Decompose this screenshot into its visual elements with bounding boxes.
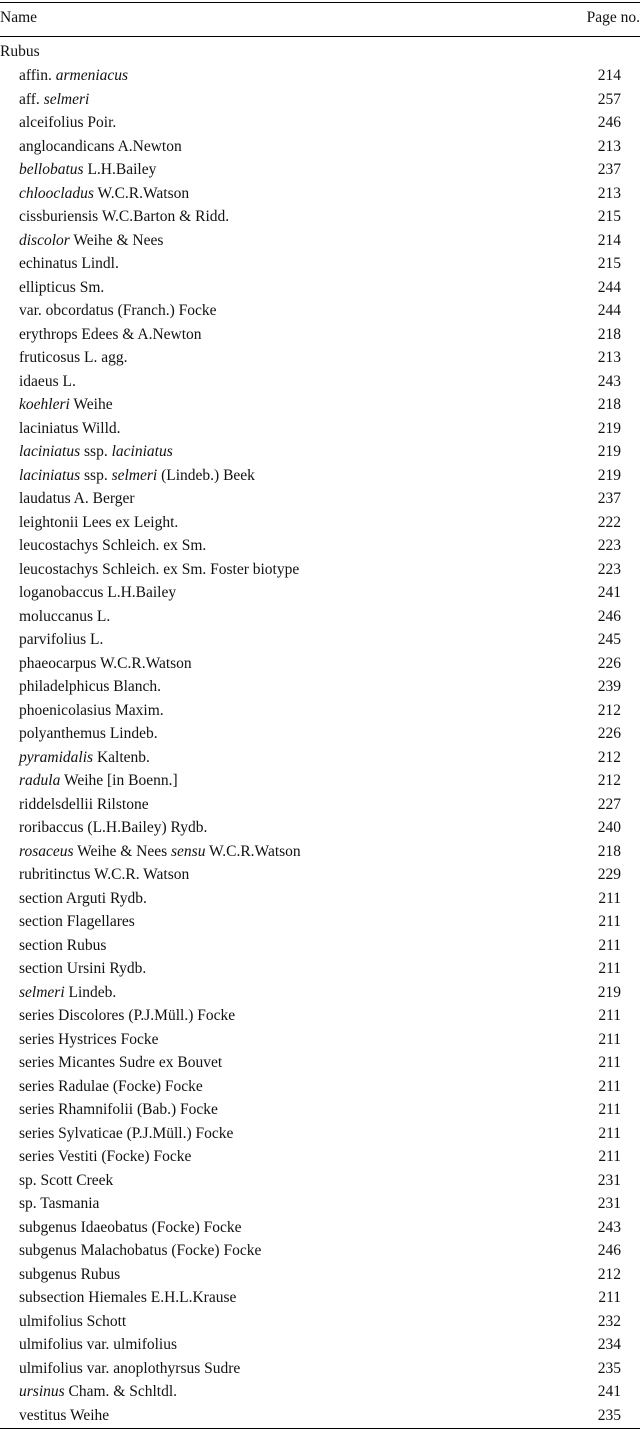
taxon-name-italic: selmeri: [111, 466, 158, 484]
table-row: [0, 276, 640, 300]
taxon-name-part: series Sylvaticae (P.J.Müll.) Focke: [19, 1124, 234, 1142]
taxon-name-part: subgenus Malachobatus (Focke) Focke: [19, 1242, 262, 1259]
page-number: 213: [597, 349, 621, 366]
taxon-name: [19, 652, 192, 676]
table-row: [0, 252, 640, 276]
page-number: 214: [597, 231, 621, 249]
column-header-page: Page no.: [586, 9, 640, 26]
taxon-name: [19, 910, 135, 934]
table-row: [0, 1286, 640, 1310]
taxon-name: [19, 581, 176, 605]
page-number: 235: [597, 1359, 621, 1377]
taxon-name-part: loganobaccus L.H.Bailey: [19, 584, 177, 601]
page-number: 211: [598, 1148, 621, 1165]
table-row: [0, 393, 640, 417]
table-body: [0, 64, 640, 1427]
taxon-name-italic: selmeri: [43, 90, 90, 108]
page-number: 226: [597, 725, 621, 742]
taxon-name-italic: chloocladus: [19, 184, 94, 202]
page-number: 239: [597, 678, 621, 695]
taxon-name-part: L.H.Bailey: [83, 161, 157, 178]
page-number: 214: [597, 67, 621, 84]
taxon-name-part: phoenicolasius Maxim.: [19, 701, 164, 719]
genus-heading: Rubus: [0, 43, 40, 60]
taxon-name-part: rubritinctus W.C.R. Watson: [19, 866, 190, 883]
taxon-name: [19, 229, 163, 253]
table-row: [0, 1051, 640, 1075]
table-row: [0, 816, 640, 840]
taxon-name-part: Weihe & Nees: [69, 231, 164, 249]
page-number: 212: [597, 701, 621, 719]
taxon-name: [19, 769, 178, 793]
taxon-name: [19, 534, 206, 558]
table-row: [0, 1216, 640, 1240]
taxon-name: [19, 1404, 109, 1428]
taxon-name: [19, 746, 150, 770]
page-number: 246: [597, 114, 621, 131]
page-number: 212: [597, 1265, 621, 1283]
taxon-name-part: sp. Scott Creek: [19, 1171, 114, 1189]
taxon-name-part: parvifolius L.: [19, 631, 104, 648]
table-row: [0, 111, 640, 135]
page-number: 244: [597, 302, 621, 319]
page-number: 243: [597, 372, 621, 390]
taxon-name-part: (Lindeb.) Beek: [157, 466, 255, 484]
taxon-name-part: ulmifolius Schott: [19, 1312, 127, 1330]
taxon-name: [19, 1122, 233, 1146]
taxon-name-part: W.C.R.Watson: [205, 842, 301, 860]
taxon-name: [19, 346, 127, 370]
taxon-name-part: erythrops Edees & A.Newton: [19, 325, 202, 343]
table-row: [0, 722, 640, 746]
taxon-name: [19, 511, 178, 535]
taxon-name: [19, 1192, 99, 1216]
table-row: [0, 628, 640, 652]
taxon-name-part: ulmifolius var. ulmifolius: [19, 1336, 178, 1353]
table-row: [0, 1098, 640, 1122]
taxon-name: [19, 1075, 203, 1099]
taxon-name-part: laudatus A. Berger: [19, 490, 135, 507]
table-row: [0, 863, 640, 887]
taxon-name-part: sp. Tasmania: [19, 1195, 100, 1212]
taxon-name: [19, 88, 89, 112]
taxon-name: [19, 1216, 242, 1240]
table-row: [0, 346, 640, 370]
taxon-name: [19, 440, 173, 464]
page-number: 211: [598, 960, 621, 977]
taxon-name: [19, 135, 182, 159]
taxon-name-part: polyanthemus Lindeb.: [19, 725, 158, 742]
taxon-name-italic: selmeri: [19, 983, 65, 1001]
table-row: [0, 581, 640, 605]
taxon-name: [19, 323, 202, 347]
page-number: 219: [597, 419, 621, 437]
taxon-name: [19, 158, 156, 182]
taxon-name: [19, 1004, 235, 1028]
taxon-name-italic: pyramidalis: [19, 748, 94, 766]
page-number: 234: [597, 1336, 621, 1353]
taxon-name-italic: sensu: [171, 842, 206, 860]
table-row: [0, 1310, 640, 1334]
top-rule: [0, 2, 640, 3]
taxon-name-part: section Arguti Rydb.: [19, 889, 147, 907]
page-number: 211: [598, 1124, 621, 1142]
page-number: 211: [598, 913, 621, 930]
taxon-name-part: leightonii Lees ex Leight.: [19, 513, 179, 531]
table-row: [0, 934, 640, 958]
taxon-name-part: anglocandicans A.Newton: [19, 137, 182, 155]
page-number: 231: [597, 1171, 621, 1189]
taxon-name-part: section Ursini Rydb.: [19, 960, 147, 977]
page-number: 212: [597, 772, 621, 789]
page-number: 229: [597, 866, 621, 883]
page-number: 213: [597, 184, 621, 202]
page-number: 211: [598, 1101, 621, 1118]
page-number: 240: [597, 819, 621, 836]
page-number: 237: [597, 490, 621, 507]
taxon-name: [19, 111, 116, 135]
taxon-name-part: ellipticus Sm.: [19, 278, 105, 296]
taxon-name-italic: laciniatus: [111, 443, 173, 460]
taxon-name: [19, 863, 189, 887]
taxon-name: [19, 417, 121, 441]
table-row: [0, 746, 640, 770]
taxon-name: [19, 1357, 240, 1381]
taxon-name-part: series Hystrices Focke: [19, 1030, 159, 1048]
taxon-name-part: moluccanus L.: [19, 607, 111, 625]
page-number: 227: [597, 795, 621, 813]
taxon-name-part: series Vestiti (Focke) Focke: [19, 1148, 192, 1165]
taxon-name: [19, 793, 149, 817]
taxon-name-part: ulmifolius var. anoplothyrsus Sudre: [19, 1359, 241, 1377]
page-number: 211: [598, 936, 621, 954]
table-row: [0, 981, 640, 1005]
taxon-name: [19, 252, 119, 276]
taxon-name-italic: laciniatus: [19, 466, 81, 484]
table-row: [0, 1239, 640, 1263]
taxon-name: [19, 393, 113, 417]
page-number: 245: [597, 631, 621, 648]
table-row: [0, 699, 640, 723]
taxon-name: [19, 182, 189, 206]
taxon-name: [19, 64, 128, 88]
taxon-name: [19, 299, 217, 323]
taxon-name: [19, 981, 116, 1005]
table-row: [0, 1145, 640, 1169]
table-row: [0, 182, 640, 206]
taxon-name-part: aff.: [19, 90, 44, 108]
taxon-name: [19, 1380, 177, 1404]
taxon-name: [19, 1028, 158, 1052]
taxon-name-part: laciniatus Willd.: [19, 419, 121, 437]
page-number: 211: [598, 1054, 621, 1071]
table-row: [0, 229, 640, 253]
taxon-name: [19, 1169, 113, 1193]
taxon-name: [19, 487, 135, 511]
taxon-name: [19, 816, 207, 840]
table-row: [0, 1380, 640, 1404]
page-number: 223: [597, 560, 621, 578]
table-row: [0, 769, 640, 793]
page-number: 246: [597, 607, 621, 625]
table-row: [0, 1357, 640, 1381]
table-row: [0, 1192, 640, 1216]
taxon-name-italic: ursinus: [19, 1383, 65, 1400]
taxon-name-part: var. obcordatus (Franch.) Focke: [19, 302, 217, 319]
taxon-name-italic: rosaceus: [19, 842, 74, 860]
taxon-name: [19, 1333, 177, 1357]
table-row: [0, 887, 640, 911]
taxon-name-part: alceifolius Poir.: [19, 114, 117, 131]
table-header: [0, 7, 640, 29]
page-number: 241: [597, 584, 621, 601]
taxon-name-part: fruticosus L. agg.: [19, 349, 128, 366]
taxon-name-part: Cham. & Schltdl.: [64, 1383, 178, 1400]
table-row: [0, 299, 640, 323]
page-number: 232: [597, 1312, 621, 1330]
table-row: [0, 370, 640, 394]
taxon-name-part: W.C.R.Watson: [93, 184, 190, 202]
page-number: 246: [597, 1242, 621, 1259]
taxon-name-part: series Micantes Sudre ex Bouvet: [19, 1054, 223, 1071]
taxon-name: [19, 934, 106, 958]
page-number: 243: [597, 1218, 621, 1236]
taxon-name: [19, 1098, 218, 1122]
taxon-name: [19, 1286, 236, 1310]
table-row: [0, 793, 640, 817]
taxon-name-part: section Rubus: [19, 936, 107, 954]
table-row: [0, 1075, 640, 1099]
taxon-name-italic: laciniatus: [19, 443, 81, 460]
table-row: [0, 205, 640, 229]
table-row: [0, 605, 640, 629]
taxon-name-part: Kaltenb.: [93, 748, 150, 766]
taxon-name-italic: radula: [19, 772, 61, 789]
taxon-name-part: section Flagellares: [19, 913, 135, 930]
taxon-name-italic: koehleri: [19, 396, 70, 413]
taxon-name-part: echinatus Lindl.: [19, 255, 119, 272]
page-number: 218: [597, 325, 621, 343]
page-number: 219: [597, 466, 621, 484]
taxon-name-part: Lindeb.: [64, 983, 117, 1001]
page-number: 219: [597, 983, 621, 1001]
page-number: 211: [598, 889, 621, 907]
table-row: [0, 652, 640, 676]
taxon-name-part: subgenus Rubus: [19, 1265, 121, 1283]
page-number: 211: [598, 1289, 621, 1306]
table-row: [0, 64, 640, 88]
taxon-name: [19, 205, 229, 229]
page-number: 215: [597, 208, 621, 225]
table-row: [0, 135, 640, 159]
table-row: [0, 1004, 640, 1028]
table-row: [0, 675, 640, 699]
header-rule: [0, 36, 640, 37]
page-number: 226: [597, 654, 621, 672]
taxon-name-part: cissburiensis W.C.Barton & Ridd.: [19, 208, 230, 225]
taxon-name-part: subgenus Idaeobatus (Focke) Focke: [19, 1218, 242, 1236]
table-row: [0, 88, 640, 112]
taxon-name-part: leucostachys Schleich. ex Sm.: [19, 537, 207, 554]
page-number: 257: [597, 90, 621, 108]
table-row: [0, 1122, 640, 1146]
taxon-name-part: roribaccus (L.H.Bailey) Rydb.: [19, 819, 208, 836]
taxon-name-part: riddelsdellii Rilstone: [19, 795, 149, 813]
taxon-name: [19, 699, 164, 723]
taxon-name: [19, 1051, 222, 1075]
taxon-name-italic: armeniacus: [55, 67, 129, 84]
table-row: [0, 511, 640, 535]
table-row: [0, 323, 640, 347]
taxon-name: [19, 1310, 126, 1334]
taxon-name: [19, 276, 104, 300]
table-row: [0, 1263, 640, 1287]
table-row: [0, 487, 640, 511]
taxon-name: [19, 558, 299, 582]
taxon-name: [19, 1263, 120, 1287]
taxon-name-part: philadelphicus Blanch.: [19, 678, 162, 695]
taxon-name: [19, 722, 158, 746]
taxon-name-part: Weihe: [69, 396, 113, 413]
taxon-name-part: idaeus L.: [19, 372, 76, 390]
page-number: 215: [597, 255, 621, 272]
column-header-name: Name: [0, 9, 38, 26]
page-number: 241: [597, 1383, 621, 1400]
table-row: [0, 1333, 640, 1357]
table-row: [0, 440, 640, 464]
taxon-name-part: phaeocarpus W.C.R.Watson: [19, 654, 192, 672]
page-number: 231: [597, 1195, 621, 1212]
bottom-rule: [0, 1428, 640, 1429]
taxon-name-part: leucostachys Schleich. ex Sm. Foster biotype: [19, 560, 300, 578]
taxon-name: [19, 1145, 191, 1169]
taxon-name-part: ssp.: [80, 443, 112, 460]
table-row: [0, 840, 640, 864]
table-row: [0, 534, 640, 558]
taxon-name: [19, 675, 161, 699]
taxon-name: [19, 1239, 261, 1263]
page-number: 213: [597, 137, 621, 155]
taxon-name: [19, 887, 147, 911]
taxon-name-part: subsection Hiemales E.H.L.Krause: [19, 1289, 237, 1306]
taxon-name: [19, 628, 103, 652]
table-row: [0, 957, 640, 981]
page-number: 235: [597, 1406, 621, 1424]
table-row: [0, 464, 640, 488]
taxon-name-part: vestitus Weihe: [19, 1406, 110, 1424]
page-number: 237: [597, 161, 621, 178]
taxon-name: [19, 840, 301, 864]
taxon-name-part: series Discolores (P.J.Müll.) Focke: [19, 1007, 236, 1024]
page-number: 212: [597, 748, 621, 766]
page-number: 211: [598, 1007, 621, 1024]
taxon-name-part: series Radulae (Focke) Focke: [19, 1077, 203, 1095]
taxon-name: [19, 464, 255, 488]
page-number: 218: [597, 842, 621, 860]
taxon-name-part: affin.: [19, 67, 56, 84]
taxon-name-part: Weihe [in Boenn.]: [60, 772, 178, 789]
page-number: 211: [598, 1077, 621, 1095]
taxon-name-italic: discolor: [19, 231, 70, 249]
taxon-name: [19, 957, 146, 981]
page-number: 222: [597, 513, 621, 531]
page-number: 218: [597, 396, 621, 413]
taxon-name: [19, 370, 76, 394]
table-row: [0, 1169, 640, 1193]
taxon-name-part: ssp.: [80, 466, 112, 484]
table-row: [0, 158, 640, 182]
taxon-name-part: Weihe & Nees: [73, 842, 171, 860]
table-row: [0, 558, 640, 582]
page-number: 219: [597, 443, 621, 460]
taxon-name-part: series Rhamnifolii (Bab.) Focke: [19, 1101, 218, 1118]
table-row: [0, 910, 640, 934]
taxon-name: [19, 605, 110, 629]
page-number: 223: [597, 537, 621, 554]
table-row: [0, 1028, 640, 1052]
table-row: [0, 1404, 640, 1428]
taxon-name-italic: bellobatus: [19, 161, 84, 178]
page-number: 244: [597, 278, 621, 296]
table-row: [0, 417, 640, 441]
page-number: 211: [598, 1030, 621, 1048]
